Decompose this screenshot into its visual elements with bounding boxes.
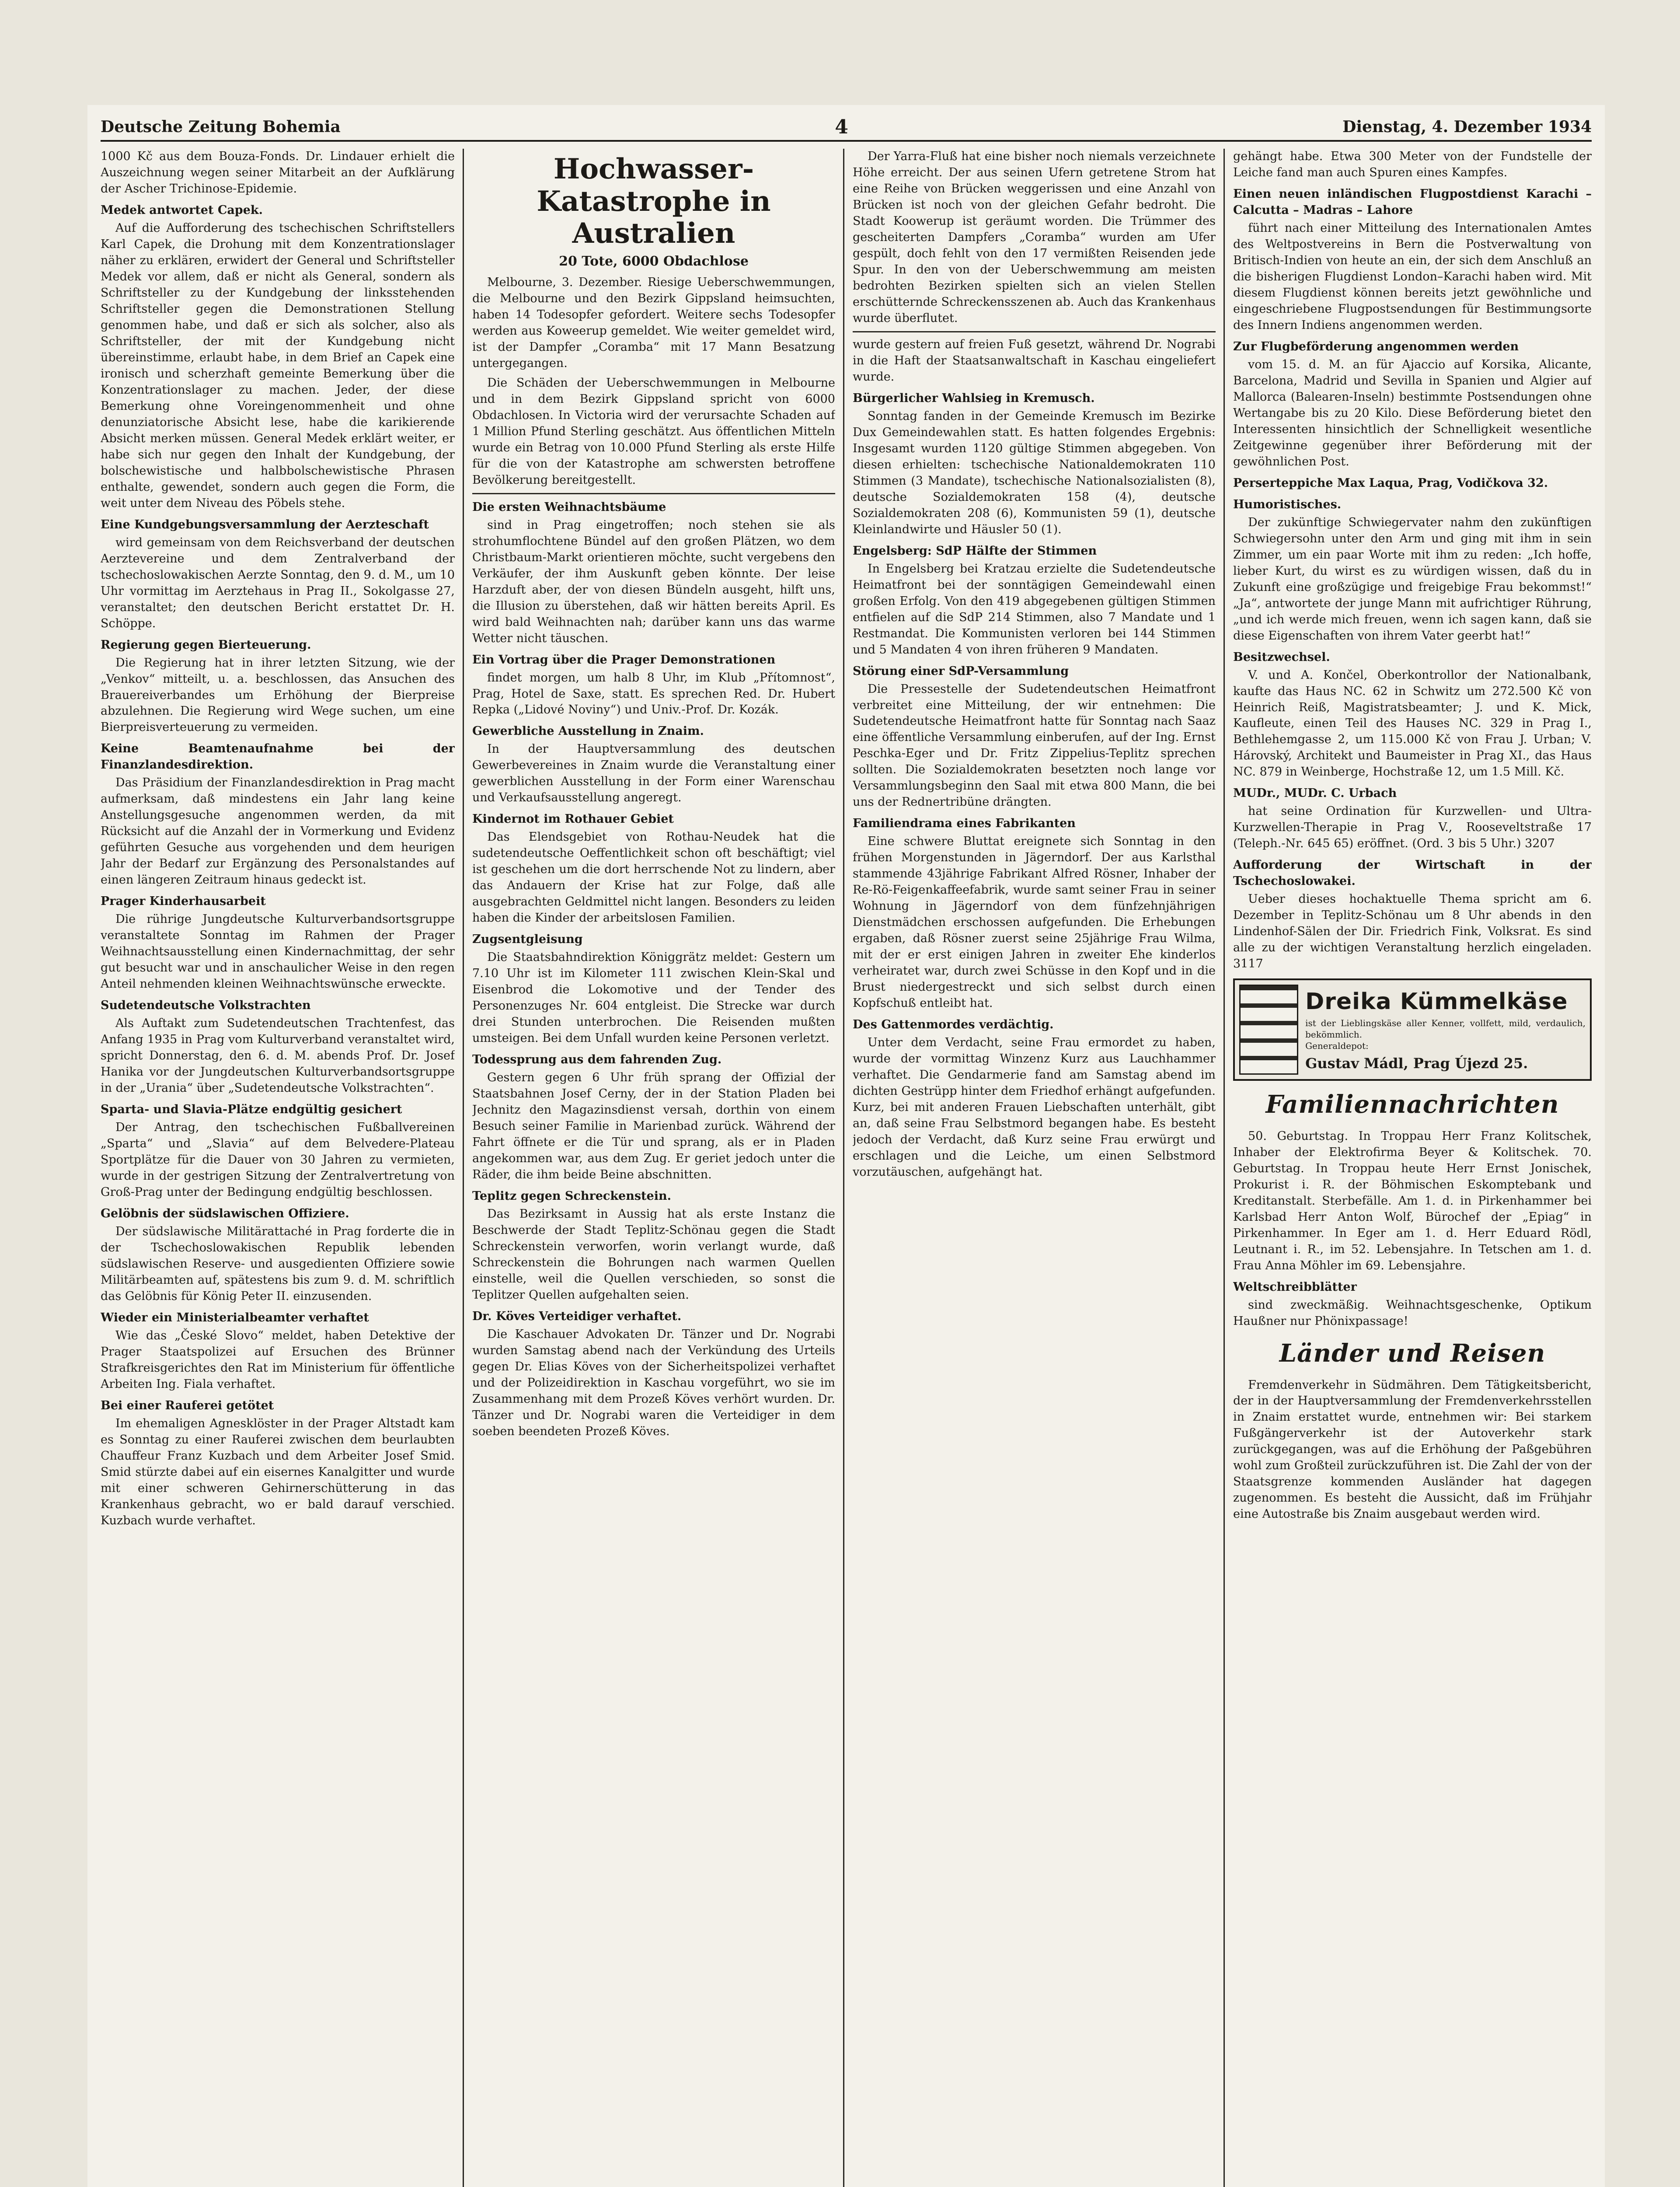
article-text: Sonntag fanden in der Gemeinde Kremusch im Bezirke Dux Gemeindewahlen statt. Es hatten folgendes Ergebnis: Insgesamt wurden 1120 gültige Stimmen abgegeben. Von diesen erhielten: tschechische Nationaldemokraten 110 Stimmen (3 Mandate), tschechische Nationalsozialisten (8), deutsche Sozialdemokraten 158 (4), deutsche Sozialdemokraten 208 (6), Kommunisten 59 (1), deutsche Kleinlandwirte und Häusler 50 (1). [853,409,1216,536]
article-text: gehängt habe. Etwa 300 Meter von der Fundstelle der Leiche fand man auch Spuren eines Kampfes. [1233,150,1592,179]
article-headline: Zur Flugbeförderung angenommen werden [1233,339,1519,353]
article-headline: Kindernot im Rothauer Gebiet [472,812,674,826]
article-headline: Medek antwortet Capek. [101,203,263,217]
section-title: Familiennachrichten [1265,1090,1559,1119]
ad-body [1305,986,1586,1073]
article-text: Im ehemaligen Agnesklöster in der Prager Altstadt kam es Sonntag zu einer Rauferei zwischen dem beurlaubten Chauffeur Franz Kuzbach und dem Arbeiter Josef Smid. Smid stürzte dabei auf ein eisernes Kanalgitter und wurde mit einer schweren Gehirnerschütterung in das Krankenhaus gebracht, wo er bald darauf verschied. Kuzbach wurde verhaftet. [101,1416,455,1527]
article-text: findet morgen, um halb 8 Uhr, im Klub „Přítomnost“, Prag, Hotel de Saxe, statt. Es sprechen Red. Dr. Hubert Repka („Lidové Noviny“) und Univ.-Prof. Dr. Kozák. [472,671,835,717]
article-headline: Ein Vortrag über die Prager Demonstrationen [472,653,776,667]
article-text: In der Hauptversammlung des deutschen Gewerbevereines in Znaim wurde die Veranstaltung einer gewerblichen Ausstellung in der Form einer Warenschau und Verkaufsausstellung angeregt. [472,742,835,805]
article-text: V. und A. Končel, Oberkontrollor der Nationalbank, kaufte das Haus NC. 62 in Schwitz um 272.500 Kč von Heinrich Reiß, Magistratsbeamter; J. und K. Mick, Kaufleute, einen Teil des Hauses NC. 329 in Prag I., Bethlehemgasse 2, um 115.000 Kč von Frau J. Urban; V. Hárovský, Architekt und Baumeister in Prag XI., das Haus NC. 879 in Weinberge, Hochstraße 12, um 1.5 Mill. Kč. [1233,668,1592,779]
article-text: Die rührige Jungdeutsche Kulturverbandsortsgruppe veranstaltete Sonntag im Rahmen der Prager Weihnachtsausstellung einen Kindernachmittag, der sehr gut besucht war und in anschaulicher Weise in den regen Anteil nehmenden kleinen Weihnachtswünsche erweckte. [101,912,455,991]
article-headline: Sudetendeutsche Volkstrachten [101,999,311,1013]
article-headline: Familiendrama eines Fabrikanten [853,817,1076,831]
article-text: Melbourne, 3. Dezember. Riesige Ueberschwemmungen, die Melbourne und den Bezirk Gippsland heimsuchten, haben 14 Todesopfer gefordert. Weitere sechs Todesopfer werden aus Koweerup gemeldet. Wie weiter gemeldet wird, ist der Dampfer „Coramba“ mit 17 Mann Besatzung untergegangen. [472,275,835,370]
article-headline: Einen neuen inländischen Flugpostdienst Karachi – Calcutta – Madras – Lahore [1233,187,1592,217]
column-rule [463,149,464,2187]
article-text: Der Yarra-Fluß hat eine bisher noch niemals verzeichnete Höhe erreicht. Der aus seinen Ufern getretene Strom hat eine Reihe von Brücken weggerissen und eine Anzahl von Brücken ist noch von der gleichen Gefahr bedroht. Die Stadt Koowerup ist geräumt worden. Die Trümmer des gescheiterten Dampfers „Coramba“ wurden am Ufer gespült, doch fehlt von den 17 vermißten Reisenden jede Spur. In den von der Ueberschwemmung am meisten bedrohten Bezirken spielten sich an vielen Stellen erschütternde Schreckensszenen ab. Auch das Krankenhaus wurde überflutet. [853,150,1216,325]
lead-headline: Hochwasser-Katastrophe in Australien [537,153,771,250]
article-text: sind in Prag eingetroffen; noch stehen sie als strohumflochtene Bündel auf den großen Plätzen, wo dem Christbaum-Markt orientieren möchte, sucht vergebens den Verkäufer, der ihm Auskunft geben könnte. Der leise Harzduft aber, der von diesen Bündeln ausgeht, hilft uns, die Illusion zu überstehen, daß wir hätten bereits April. Es wird bald Weihnachten nah; darüber kann uns das warme Wetter nicht täuschen. [472,518,835,645]
article-headline: Engelsberg: SdP Hälfte der Stimmen [853,544,1097,558]
article-text: Unter dem Verdacht, seine Frau ermordet zu haben, wurde der vormittag Winzenz Kurz aus Lauchhammer verhaftet. Die Gendarmerie fand am Samstag abend im dichten Gestrüpp hinter dem Friedhof erhängt aufgefunden. Kurz, bei mit anderen Frauen Liebschaften unterhält, gibt an, daß seine Frau Selbstmord begangen habe. Es besteht jedoch der Verdacht, daß Kurz seine Frau erwürgt und erschlagen und die Leiche, um einen Selbstmord vorzutäuschen, aufgehängt hat. [853,1036,1216,1179]
article-text: Das Elendsgebiet von Rothau-Neudek hat die sudetendeutsche Oeffentlichkeit schon oft beschäftigt; viel ist geschehen um die dort herrschende Not zu lindern, aber das Andauern der Krise hat zur Folge, daß alle ausgebrachten Geldmittel nicht langen. Besonders zu leiden haben die Kinder der arbeitslosen Familien. [472,830,835,925]
ad-tagline: ist der Lieblingskäse aller Kenner, vollfett, mild, verdaulich, bekömmlich. [1305,1017,1586,1040]
article-text: Das Bezirksamt in Aussig hat als erste Instanz die Beschwerde der Stadt Teplitz-Schönau gegen die Stadt Schreckenstein verworfen, worin verlangt wurde, daß Schreckenstein die Bohrungen nach warmen Quellen einstelle, weil die Quellen verschieden, so sonst die Teplitzer Quellen aufgehalten seien. [472,1207,835,1302]
article-text: Gestern gegen 6 Uhr früh sprang der Offizial der Staatsbahnen Josef Cerny, der in der Station Pladen bei Jechnitz den Magazinsdienst versah, dorthin von einem Besuch seiner Familie in Marienbad zurück. Während der Fahrt öffnete er die Tür und sprang, als er in Pladen angekommen war, aus dem Zug. Er geriet jedoch unter die Räder, die ihm beide Beine abschnitten. [472,1071,835,1182]
article-headline: Sparta- und Slavia-Plätze endgültig gesichert [101,1103,402,1117]
article-text: Der südslawische Militärattaché in Prag forderte die in der Tschechoslowakischen Republik lebenden südslawischen Reserve- und ausgedienten Offiziere sowie Militärbeamten auf, spätestens bis zum 9. d. M. schriftlich das Gelöbnis für König Peter II. einzusenden. [101,1225,455,1303]
article-text: Wie das „České Slovo“ meldet, haben Detektive der Prager Staatspolizei auf Ersuchen des Brünner Strafkreisgerichtes den Rat im Ministerium für öffentliche Arbeiten Ing. Fiala verhaftet. [101,1328,455,1391]
article-headline: Humoristisches. [1233,497,1342,511]
article-text: Der Antrag, den tschechischen Fußballvereinen „Sparta“ und „Slavia“ auf dem Belvedere-Plateau Sportplätze für die Dauer von 30 Jahren zu vermieten, wurde in der gestrigen Sitzung der Zentralvertretung von Groß-Prag unter der Bedingung endgültig beschlossen. [101,1121,455,1199]
article-text: hat seine Ordination für Kurzwellen- und Ultra-Kurzwellen-Therapie in Prag V., Rooseveltstraße 17 (Teleph.-Nr. 645 65) eröffnet. (Ord. 3 bis 5 Uhr.) 3207 [1233,804,1592,851]
article-text: Als Auftakt zum Sudetendeutschen Trachtenfest, das Anfang 1935 in Prag vom Kulturverband veranstaltet wird, spricht Donnerstag, den 6. d. M. abends Prof. Dr. Josef Hanika vor der Jungdeutschen Kulturverbandsortsgruppe in der „Urania“ über „Sudetendeutsche Volkstrachten“. [101,1017,455,1095]
article-text: Die Schäden der Ueberschwemmungen in Melbourne und in dem Bezirk Gippsland spricht von 6000 Obdachlosen. In Victoria wird der verursachte Schaden auf 1 Million Pfund Sterling geschätzt. Aus öffentlichen Mitteln wurde ein Betrag von 10.000 Pfund Sterling als erste Hilfe für die von der Katastrophe am schwersten betroffene Bevölkerung bereitgestellt. [472,376,835,487]
cheese-crate-illustration [1239,985,1298,1075]
column-2 [472,149,835,2187]
article-text: wird gemeinsam von dem Reichsverband der deutschen Aerztevereine und dem Zentralverband der tschechoslowakischen Aerzte Sonntag, den 9. d. M., um 10 Uhr vormittag im Aerztehaus in Prag II., Sokolgasse 27, veranstaltet; den deutschen Bericht erstattet Dr. H. Schöppe. [101,535,455,630]
article-headline: Störung einer SdP-Versammlung [853,664,1069,678]
column-rule [1223,149,1225,2187]
column-4 [1233,149,1592,2187]
article-headline: Perserteppiche Max Laqua, Prag, Vodičkova 32. [1233,476,1548,490]
article-text: Die Regierung hat in ihrer letzten Sitzung, wie der „Venkov“ mitteilt, u. a. beschlossen, das Ansuchen des Brauereiverbandes um Erhöhung der Bierpreise abzulehnen. Die Regierung wird Wege suchen, um eine Bierpreisverteuerung zu vermeiden. [101,656,455,734]
section-divider [853,331,1216,332]
ad-depot-label: Generaldepot: [1305,1040,1369,1051]
article-text: In Engelsberg bei Kratzau erzielte die Sudetendeutsche Heimatfront bei der sonntägigen Gemeindewahl einen großen Erfolg. Von den 419 abgegebenen gültigen Stimmen entfielen auf die SdP 214 Stimmen, also 7 Mandate und 1 Restmandat. Die Kommunisten verloren bei 144 Stimmen und 5 Mandaten 4 von ihren früheren 9 Mandaten. [853,562,1216,657]
article-text: wurde gestern auf freien Fuß gesetzt, während Dr. Nograbi in die Haft der Staatsanwaltschaft in Kaschau eingeliefert wurde. [853,337,1216,384]
advertisement [1233,978,1592,1081]
page-header [101,114,1592,142]
article-text: Das Präsidium der Finanzlandesdirektion in Prag macht aufmerksam, daß mindestens ein Jahr lang keine Anstellungsgesuche angenommen werden, da mit Rücksicht auf die Anzahl der in Vormerkung und Evidenz geführten Gesuche aus vorgehenden und dem heurigen Jahr der Bedarf zur Ergänzung des Personalstandes auf einen längeren Zeitraum hinaus gedeckt ist. [101,776,455,887]
article-text: Ueber dieses hochaktuelle Thema spricht am 6. Dezember in Teplitz-Schönau um 8 Uhr abends in den Lindenhof-Sälen der Dir. Friedrich Fink, Volksrat. Es sind alle zu der wichtigen Veranstaltung herzlich eingeladen. 3117 [1233,892,1592,971]
article-text: Fremdenverkehr in Südmähren. Dem Tätigkeitsbericht, der in der Hauptversammlung der Fremdenverkehrsstellen in Znaim erstattet wurde, entnehmen wir: Bei starkem Fußgängerverkehr ist der Autoverkehr stark zurückgegangen, was auf die Erhöhung der Paßgebühren wohl zum Großteil zurückzuführen ist. Die Zahl der von der Staatsgrenze kommenden Ausländer hat dagegen zugenommen. Es besteht die Aussicht, daß im Frühjahr eine Autostraße bis Znaim ausgebaut werden wird. [1233,1378,1592,1521]
column-3 [853,149,1216,2187]
newspaper-page [87,105,1605,2187]
article-headline: Eine Kundgebungsversammlung der Aerzteschaft [101,517,429,531]
article-headline: Prager Kinderhausarbeit [101,894,266,908]
article-text: 1000 Kč aus dem Bouza-Fonds. Dr. Lindauer erhielt die Auszeichnung wegen seiner Mitarbeit an der Aufklärung der Ascher Trichinose-Epidemie. [101,150,455,196]
section-divider [472,493,835,494]
article-headline: Bürgerlicher Wahlsieg in Kremusch. [853,391,1095,405]
article-headline: Aufforderung der Wirtschaft in der Tschechoslowakei. [1233,858,1592,888]
article-headline: Zugsentgleisung [472,933,583,947]
article-headline: Gewerbliche Ausstellung in Znaim. [472,724,704,738]
article-text: Die Kaschauer Advokaten Dr. Tänzer und Dr. Nograbi wurden Samstag abend nach der Verkündung des Urteils gegen Dr. Elias Köves von der Sicherheitspolizei verhaftet und der Polizeidirektion in Kaschau vorgeführt, wo sie im Zusammenhang mit dem Prozeß Köves verhört wurden. Dr. Tänzer und Dr. Nograbi waren die Verteidiger in dem soeben beendeten Prozeß Köves. [472,1327,835,1438]
section-title: Länder und Reisen [1279,1338,1546,1368]
article-headline: Dr. Köves Verteidiger verhaftet. [472,1309,682,1323]
article-text: Die Pressestelle der Sudetendeutschen Heimatfront verbreitet eine Mitteilung, der wir entnehmen: Die Sudetendeutsche Heimatfront hatte für Sonntag nach Saaz eine öffentliche Versammlung einberufen, auf der Ing. Ernst Peschka-Eger und Dr. Fritz Zippelius-Teplitz sprechen sollten. Die Sozialdemokraten besetzten noch lange vor Versammlungsbeginn den Saal mit etwa 800 Mann, die bei uns der Rednertribüne drängten. [853,682,1216,809]
article-headline: Teplitz gegen Schreckenstein. [472,1189,671,1203]
article-headline: Bei einer Rauferei getötet [101,1398,274,1412]
newspaper-name: Deutsche Zeitung Bohemia [101,118,341,136]
article-headline: Die ersten Weihnachtsbäume [472,500,666,514]
article-headline: Keine Beamtenaufnahme bei der Finanzlandesdirektion. [101,742,455,772]
article-headline: Besitzwechsel. [1233,650,1330,664]
article-text: Die Staatsbahndirektion Königgrätz meldet: Gestern um 7.10 Uhr ist im Kilometer 111 zwischen Klein-Skal und Eisenbrod die Lokomotive und der Tender des Personenzuges Nr. 604 entgleist. Die Strecke war durch drei Stunden unterbrochen. Die Reisenden mußten umsteigen. Bei dem Unfall wurden keine Personen verletzt. [472,950,835,1045]
article-headline: MUDr., MUDr. C. Urbach [1233,786,1397,800]
article-text: 50. Geburtstag. In Troppau Herr Franz Kolitschek, Inhaber der Elektrofirma Beyer & Kolitschek. 70. Geburtstag. In Troppau heute Herr Ernst Jonischek, Prokurist i. R. der Böhmischen Eskomptebank und Kreditanstalt. Sterbefälle. Am 1. d. in Pirkenhammer bei Karlsbad Herr Anton Wolf, Bürochef der „Epiag“ in Pirkenhammer. In Eger am 1. d. Herr Eduard Rödl, Leutnant i. R., im 52. Lebensjahre. In Tetschen am 1. d. Frau Anna Möhler im 69. Lebensjahre. [1233,1129,1592,1272]
ad-depot: Gustav Mádl, Prag Újezd 25. [1305,1055,1528,1072]
article-text: sind zweckmäßig. Weihnachtsgeschenke, Optikum Haußner nur Phönixpassage! [1233,1298,1592,1328]
column-1 [101,149,455,2187]
ad-title: Dreika Kümmelkäse [1305,988,1568,1015]
article-headline: Weltschreibblätter [1233,1280,1357,1294]
article-headline: Des Gattenmordes verdächtig. [853,1018,1054,1032]
article-text: vom 15. d. M. an für Ajaccio auf Korsika, Alicante, Barcelona, Madrid und Sevilla in Spanien und Algier auf Mallorca (Balearen-Inseln) bestimmte Postsendungen ohne Wertangabe bis zu 20 Kilo. Diese Beförderung bietet den Interessenten hinsichtlich der Schnelligkeit wesentliche Zeitgewinne gegenüber ihrer Beförderung mit der gewöhnlichen Post. [1233,357,1592,468]
article-text: Der zukünftige Schwiegervater nahm den zukünftigen Schwiegersohn unter den Arm und ging mit ihm in sein Zimmer, um ein paar Worte mit ihm zu reden: „Ich hoffe, lieber Kurt, du wirst es zu würdigen wissen, daß du in Zukunft eine großzügige und freigebige Frau bekommst!“ „Ja“, antwortete der junge Mann mit aufrichtiger Rührung, „und ich werde mich freuen, wenn ich sagen kann, daß sie diese Eigenschaften von ihrem Vater geerbt hat!“ [1233,515,1592,643]
lead-subheadline: 20 Tote, 6000 Obdachlose [559,253,749,269]
article-text: Auf die Aufforderung des tschechischen Schriftstellers Karl Capek, die Drohung mit dem Konzentrationslager näher zu erklären, erwidert der General und Schriftsteller Medek vor allem, daß er nicht als General, sondern als Schriftsteller zu der Kundgebung der linksstehenden Schriftsteller gegen die Demonstrationen Stellung genommen habe, und daß er sich als solcher, also als Schriftsteller, der mit der Kundgebung nicht übereinstimme, erlaubt habe, in dem Brief an Capek eine ironisch und scherzhaft gemeinte Bemerkung über die Konzentrationslager zu machen. Jeder, der diese Bemerkung ohne Voreingenommenheit und ohne denunziatorische Absicht lese, habe die karikierende Absicht merken müssen. General Medek erklärt weiter, er habe sich nur gegen den Inhalt der Kundgebung, der bolschewistische und halbbolschewistische Phrasen enthalte, gewendet, sondern auch gegen die Form, die weit unter dem Niveau des Pöbels stehe. [101,221,455,510]
article-headline: Todessprung aus dem fahrenden Zug. [472,1053,722,1067]
article-headline: Gelöbnis der südslawischen Offiziere. [101,1207,349,1221]
column-rule [843,149,844,2187]
article-headline: Wieder ein Ministerialbeamter verhaftet [101,1310,369,1324]
article-headline: Regierung gegen Bierteuerung. [101,638,311,652]
article-text: Eine schwere Bluttat ereignete sich Sonntag in den frühen Morgenstunden in Jägerndorf. Der aus Karlsthal stammende 43jährige Fabrikant Alfred Rösner, Inhaber der Re-Rö-Feigenkaffeefabrik, wurde samt seiner Frau in seiner Wohnung in Jägerndorf von dem fünfzehnjährigen Dienstmädchen erschossen aufgefunden. Die Erhebungen ergaben, daß Rösner zuerst seine 25jährige Frau Wilma, mit der er erst einigen Jahren in zweiter Ehe kinderlos verheiratet war, durch zwei Schüsse in den Kopf und in die Brust niedergestreckt und sich selbst durch einen Kopfschuß entleibt hat. [853,835,1216,1010]
page-number: 4 [835,115,848,138]
issue-date: Dienstag, 4. Dezember 1934 [1342,118,1592,136]
article-text: führt nach einer Mitteilung des Internationalen Amtes des Weltpostvereins in Bern die Postverwaltung von Britisch-Indien von heute an ein, der sich dem Anschluß an die bisherigen Flugdienst London–Karachi haben wird. Mit diesem Flugdienst können bereits jetzt gewöhnliche und eingeschriebene Flugpostsendungen für Bestimmungsorte des Innern Indiens angenommen werden. [1233,221,1592,332]
